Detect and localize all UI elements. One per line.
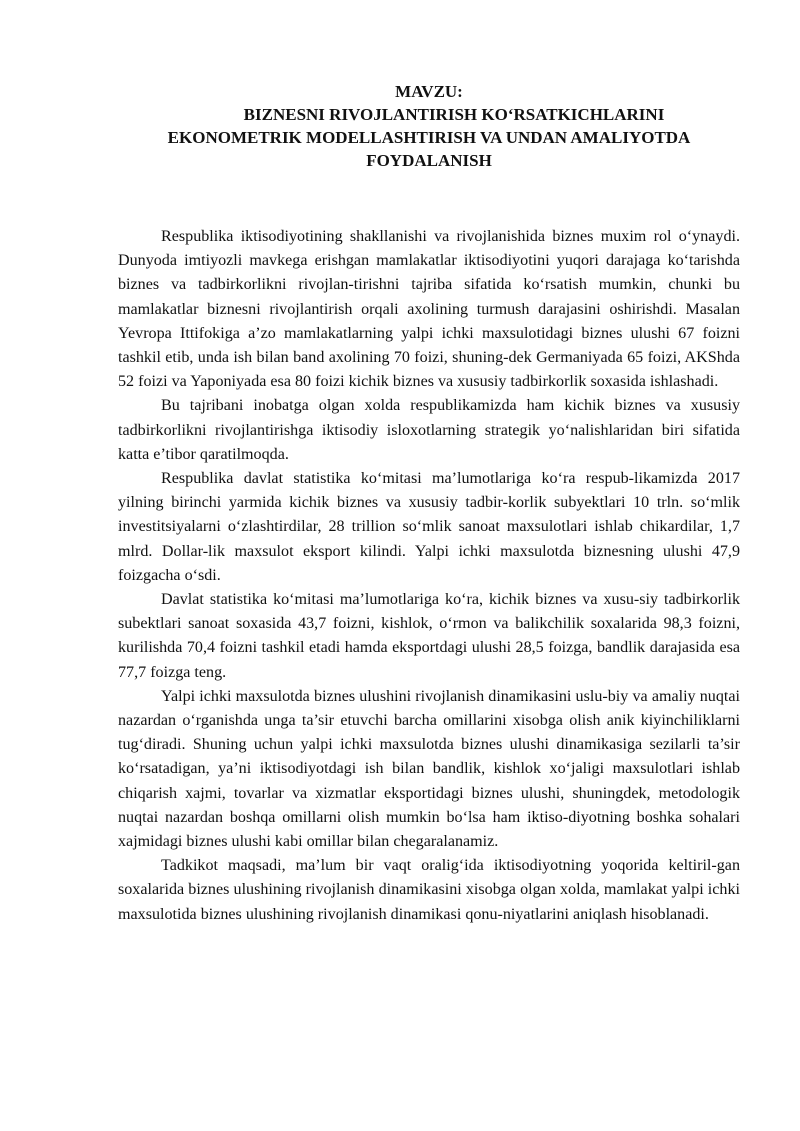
title-line-1: BIZNESNI RIVOJLANTIRISH KOʻRSATKICHLARINI [243,105,665,124]
heading-label: MAVZU: [395,82,463,101]
paragraph-5: Yalpi ichki maxsulotda biznes ulushini rivojlanish dinamikasini uslu-biy va amaliy nuqtai nazardan oʻrganishda unga ta’sir etuvchi barcha omillarini xisobga olish anik kiyinchiliklarni tugʻdiradi. Shuning uchun yalpi ichki maxsulotda biznes ulushi dinamikasiga sezilarli ta’sir koʻrsatadigan, ya’ni iktisodiyotdagi ish bilan bandlik, kishlok xoʻjaligi maxsulotlari ishlab chiqarish xajmi, tovarlar va xizmatlar eksportidagi biznes ulushi, shuningdek, metodologik nuqtai nazardan boshqa omillarni olish mumkin boʻlsa ham iktiso-diyotning boshka sohalari xajmidagi biznes ulushi kabi omillar bilan chegaralanamiz. [118,687,740,851]
title-line-3: FOYDALANISH [366,151,492,170]
paragraph-4: Davlat statistika koʻmitasi ma’lumotlariga koʻra, kichik biznes va xusu-siy tadbirkorlik subektlari sanoat soxasida 43,7 foizni, kishlok, oʻrmon va balikchilik soxalarida 98,3 foizni, kurilishda 70,4 foizni tashkil etadi hamda eksportdagi ulushi 28,5 foizga, bandlik darajasida esa 77,7 foizga teng. [118,591,740,681]
paragraph-6: Tadkikot maqsadi, ma’lum bir vaqt oraligʻida iktisodiyotning yoqorida keltiril-gan soxalarida biznes ulushining rivojlanish dinamikasini xisobga olgan xolda, mamlakat yalpi ichki maxsulotida biznes ulushining rivojlanish dinamikasi qonu-niyatlarini aniqlash hisoblanadi. [118,857,740,923]
paragraph-3: Respublika davlat statistika koʻmitasi ma’lumotlariga koʻra respub-likamizda 2017 yilning birinchi yarmida kichik biznes va xususiy tadbir-korlik subyektlari 10 trln. soʻmlik investitsiyalarni oʻzlashtirdilar, 28 trillion soʻmlik sanoat maxsulotlari ishlab chikardilar, 1,7 mlrd. Dollar-lik maxsulot eksport kilindi. Yalpi ichki maxsulotda biznesning ulushi 47,9 foizgacha oʻsdi. [118,470,740,584]
document-body [118,225,740,927]
document-heading [118,80,740,172]
paragraph-1: Respublika iktisodiyotining shakllanishi va rivojlanishida biznes muxim rol oʻynaydi. Dunyoda imtiyozli mavkega erishgan mamlakatlar iktisodiyotini yuqori darajaga koʻtarishda biznes va tadbirkorlikni rivojlan-tirishni tajriba sifatida koʻrsatish mumkin, chunki bu mamlakatlar biznesni rivojlantirish orqali axolining turmush darajasini oshirishdi. Masalan Yevropa Ittifokiga a’zo mamlakatlarning yalpi ichki maxsulotidagi biznes ulushi 67 foizni tashkil etib, unda ish bilan band axolining 70 foizi, shuning-dek Germaniyada 65 foizi, AKShda 52 foizi va Yaponiyada esa 80 foizi kichik biznes va xususiy tadbirkorlik soxasida ishlashadi. [118,228,740,391]
title-line-2: EKONOMETRIK MODELLASHTIRISH VA UNDAN AMALIYOTDA [167,128,691,147]
paragraph-2: Bu tajribani inobatga olgan xolda respublikamizda ham kichik biznes va xususiy tadbirkorlikni rivojlantirishga iktisodiy isloxotlarning strategik yoʻnalishlaridan biri sifatida katta e’tibor qaratilmoqda. [118,397,740,463]
